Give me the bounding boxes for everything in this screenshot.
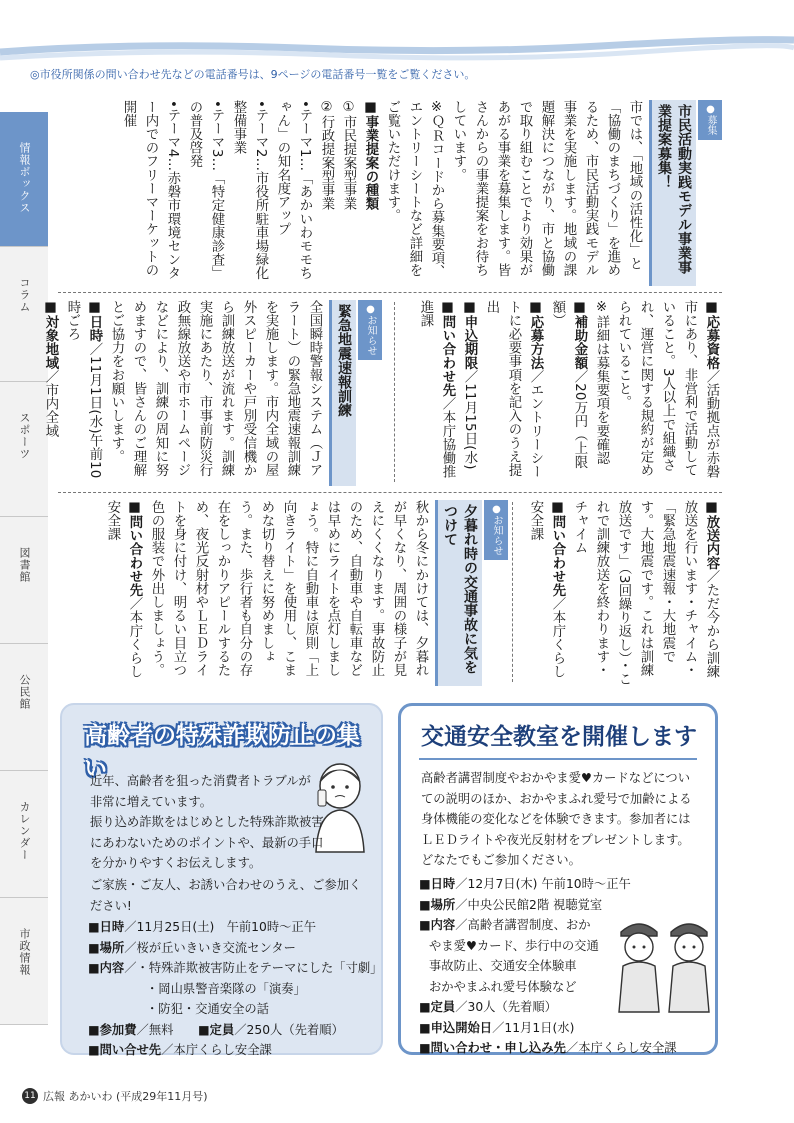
- article-dusk-traffic: [105, 500, 508, 686]
- box-paragraph: 近年、高齢者を狙った消費者トラブルが非常に増えています。: [90, 774, 311, 809]
- article-title: 緊急地震速報訓練: [329, 300, 356, 486]
- contact-value: ／本庁くらし安全課: [105, 500, 142, 679]
- tab-sports[interactable]: スポーツ: [0, 382, 48, 517]
- qualification-label: ■応募資格: [704, 300, 719, 370]
- publication-name: 広報 あかいわ (平成29年11月号): [43, 1090, 208, 1103]
- tab-column[interactable]: コラム: [0, 247, 48, 382]
- kinds-label: ■事業提案の種類: [363, 100, 378, 211]
- divider: [512, 502, 513, 682]
- tab-info-box[interactable]: 情報ボックス: [0, 112, 48, 247]
- box-paragraph: 高齢者講習制度やおかやま愛♥カードなどについての説明のほか、おかやまふれ愛号で加齢による身体機能の変化などを体験できます。参加者にはＬＥＤライトや夜光反射材をプレゼントします。どなたでもご参加ください。: [421, 771, 692, 867]
- fee-value: ／無料: [136, 1022, 174, 1037]
- article-body: 市では、「地域の活性化」と「協働のまちづくり」を進めるため、市民活動実践モデル事業を実施します。地域の課題解決につながり、市と協働で取り組むことでより効果があがる事業を募集します。皆さんからの事業提案をお待ちしています。: [451, 100, 642, 277]
- article-title: 夕暮れ時の交通事故に気をつけて: [435, 500, 482, 686]
- content-value: ／ただ今から訓練放送を行います・チャイム・「緊急地震速報・大地震です。大地震です。これは訓練放送です」（3回繰り返し）・これで訓練放送を終わります・チャイム: [572, 500, 719, 686]
- page-footer: [22, 1088, 208, 1104]
- place-value: ／桜が丘いきいき交流センター: [124, 940, 296, 955]
- vertical-articles: [43, 100, 722, 690]
- tab-community-center[interactable]: 公民館: [0, 644, 48, 771]
- article-body: 秋から冬にかけては、夕暮れが早くなり、周囲の様子が見えにくくなります。事故防止のため、自動車や自転車などは早めにライトを点灯しましょう。特に自動車は原則「上向きライト」を使用し、こまめな切り替えに努めましょう。また、歩行者も自分の存在をしっかりアピールするため、夜光反射材やＬＥＤライトを身に付け、明るい目立つ色の服装で外出しましょう。: [149, 500, 428, 677]
- place-value: ／中央公民館2階 視聴覚室: [455, 897, 603, 912]
- place-label: ■場所: [419, 897, 456, 912]
- police-officers-illustration: [613, 902, 717, 1012]
- detail-note: ※詳細は募集要項を要確認: [594, 300, 609, 465]
- article-earthquake-drill-cont: [516, 500, 722, 686]
- theme-item: •テーマ4…赤磐市環境センター内でのフリーマーケットの開催: [121, 100, 180, 281]
- contact-label: ■問い合わせ・申し込み先: [419, 1041, 566, 1055]
- capacity-value: ／30人（先着順）: [455, 1000, 557, 1014]
- box-title: 交通安全教室を開催します: [421, 724, 697, 750]
- content-label: ■内容: [88, 961, 125, 975]
- box-paragraph: 振り込め詐欺をはじめとした特殊詐欺被害にあわないためのポイントや、最新の手口を分かりやすくお伝えします。: [90, 815, 324, 870]
- deadline-value: ／11月15日(水): [462, 369, 477, 470]
- capacity-label: ■定員: [419, 1000, 456, 1014]
- box-paragraph: ご家族・ご友人、お誘い合わせのうえ、ご参加ください!: [90, 878, 362, 913]
- content-value: ・岡山県警音楽隊の「演奏」: [146, 981, 306, 996]
- deadline-label: ■申込期限: [462, 300, 477, 370]
- date-label: ■日時: [419, 877, 456, 891]
- contact-value: ／本庁協働推進課: [418, 300, 455, 479]
- contact-value: ／本庁くらし安全課: [161, 1043, 272, 1057]
- qr-note: ※ＱＲコードから募集要項、エントリーシートなど詳細をご覧いただけます。: [385, 100, 444, 279]
- page-number: 11: [22, 1088, 38, 1104]
- kind-item: ②行政提案型事業: [319, 100, 334, 211]
- theme-item: •テーマ3…「特定健康診査」の普及啓発: [187, 100, 224, 281]
- kind-item: ①市民提案型事業: [341, 100, 356, 211]
- fee-label: ■参加費: [88, 1022, 137, 1037]
- area-label: ■対象地域: [43, 300, 58, 370]
- tab-city-info[interactable]: 市政情報: [0, 898, 48, 1025]
- content-value: ／・特殊詐欺被害防止をテーマにした「寸劇」: [124, 961, 383, 975]
- content-value: 事故防止、交通安全体験車: [429, 959, 577, 973]
- tab-library[interactable]: 図書館: [0, 517, 48, 644]
- date-label: ■日時: [87, 300, 102, 343]
- title-underline: [419, 758, 697, 760]
- contact-label: ■問い合わせ先: [550, 500, 565, 597]
- divider: [58, 292, 722, 293]
- article-body: 全国瞬時警報システム（Ｊアラート）の緊急地震速報訓練を実施します。市内全域の屋外スピーカーや戸別受信機から訓練放送が流れます。訓練実施にあたり、市事前防災行政無線放送や市ホームページなどにより、訓練の周知に努めますので、皆さんのご理解とご協力をお願いします。: [109, 300, 322, 477]
- traffic-safety-box: [398, 703, 718, 1055]
- box-title: 高齢者の特殊詐欺防止の集い: [84, 723, 360, 782]
- content-value: ／高齢者講習制度、おか: [455, 918, 591, 932]
- area-value: ／市内全域: [43, 369, 58, 438]
- contact-label: ■問い合せ先: [88, 1043, 162, 1057]
- contact-value: ／本庁くらし安全課: [565, 1041, 677, 1055]
- apply-value: ／エントリーシートに必要事項を記入のうえ提出: [484, 300, 543, 479]
- capacity-label: ■定員: [198, 1022, 235, 1037]
- capacity-value: ／250人（先着順）: [234, 1022, 344, 1037]
- tab-calendar[interactable]: カレンダー: [0, 771, 48, 898]
- category-badge: ●お知らせ: [358, 300, 382, 360]
- event-details: [88, 917, 383, 1061]
- contact-notice: ◎市役所関係の問い合わせ先などの電話番号は、9ページの電話番号一覧をご覧ください。: [30, 68, 476, 81]
- date-value: ／11月1日(水)午前10時ごろ: [65, 300, 102, 479]
- date-value: ／12月7日(木) 午前10時～正午: [455, 877, 631, 891]
- article-model-project: [58, 100, 722, 286]
- content-value: やま愛♥カード、歩行中の交通: [429, 938, 599, 953]
- content-label: ■放送内容: [704, 500, 719, 570]
- theme-item: •テーマ1…「あかいわモモちゃん」の知名度アップ: [275, 100, 312, 281]
- contact-label: ■問い合わせ先: [440, 300, 455, 397]
- fraud-prevention-box: [60, 703, 383, 1055]
- article-model-project-cont: [398, 300, 722, 486]
- theme-item: •テーマ2…市役所駐車場緑化整備事業: [231, 100, 268, 281]
- article-earthquake-drill: [43, 300, 382, 486]
- date-value: ／11月25日(土) 午前10時～正午: [124, 920, 317, 934]
- start-label: ■申込開始日: [419, 1020, 493, 1035]
- grant-label: ■補助金額: [572, 300, 587, 370]
- divider: [394, 302, 395, 482]
- category-badge: ●お知らせ: [484, 500, 508, 560]
- content-label: ■内容: [419, 918, 456, 932]
- section-tabs: [0, 112, 48, 1025]
- contact-label: ■問い合わせ先: [127, 500, 142, 597]
- qualification-value: ／活動拠点が赤磐市にあり、非営利で活動していること。3人以上で組織され、運営に関する規約が定められていること。: [616, 300, 719, 479]
- divider: [58, 492, 722, 493]
- category-badge: ●募集: [698, 100, 722, 140]
- contact-value: ／本庁くらし安全課: [528, 500, 565, 679]
- content-value: ・防犯・交通安全の話: [146, 1002, 269, 1016]
- apply-label: ■応募方法: [528, 300, 543, 370]
- start-value: ／11月1日(水): [492, 1020, 575, 1035]
- grant-value: ／20万円（上限額）: [550, 300, 587, 469]
- date-label: ■日時: [88, 920, 125, 934]
- header-wave-decoration: [0, 0, 794, 70]
- content-value: おかやまふれ愛号体験など: [429, 979, 577, 994]
- article-title: 市民活動実践モデル事業事業提案募集！: [649, 100, 696, 286]
- place-label: ■場所: [88, 940, 125, 955]
